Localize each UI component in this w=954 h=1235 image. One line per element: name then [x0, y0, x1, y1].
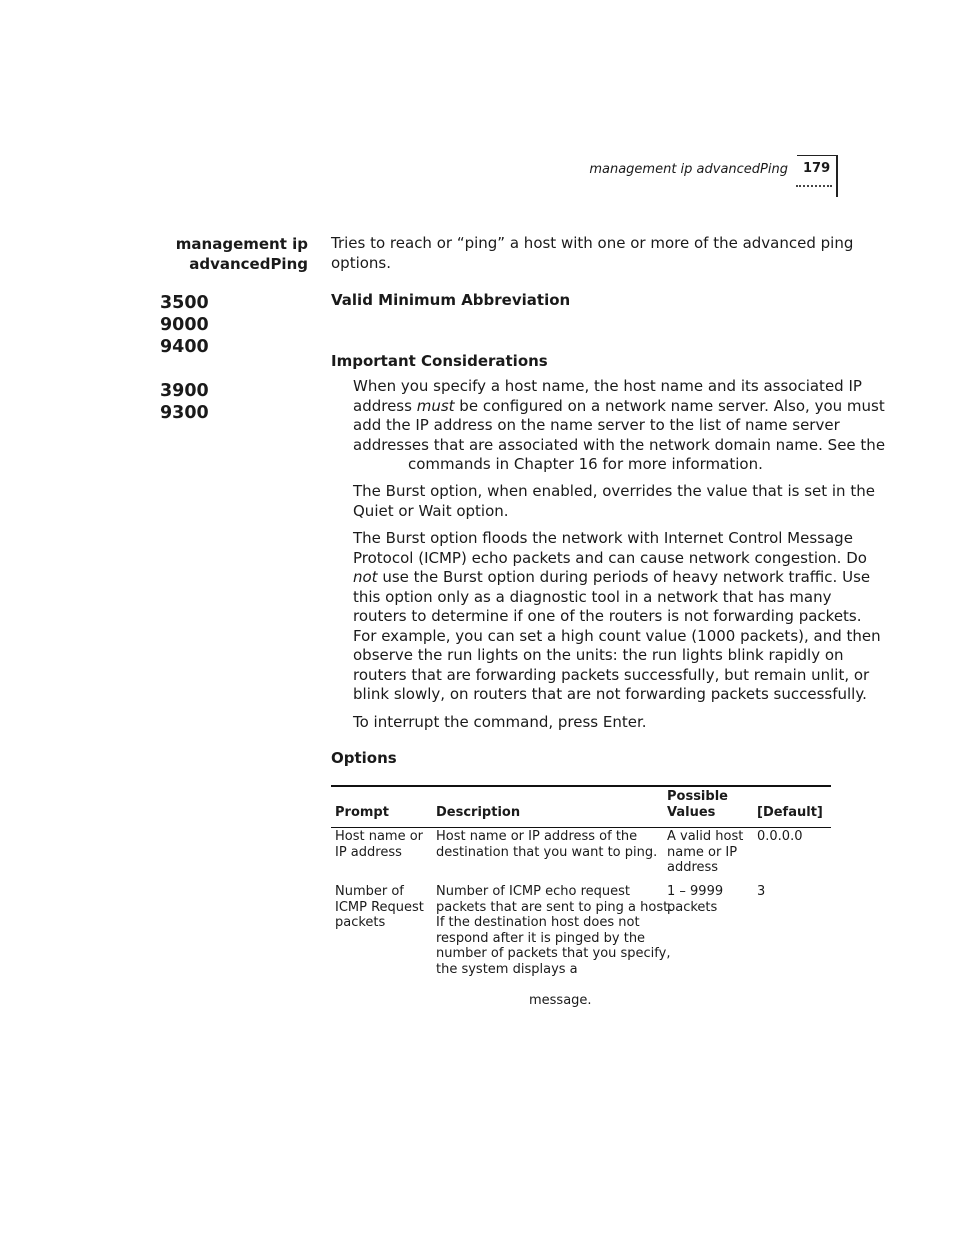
platform-label: 9400: [160, 337, 209, 357]
table-row-2-description: [436, 884, 672, 978]
text-run: use the Burst option during periods of heavy network traffic. Use: [377, 568, 871, 586]
heading-important-considerations: Important Considerations: [331, 352, 548, 370]
paragraph-line: [353, 568, 881, 588]
paragraph-line: addresses that are associated with the network domain name. See the: [353, 435, 886, 454]
header-line: Values: [667, 805, 716, 820]
table-row-1-values: [667, 829, 743, 876]
paragraph-line: observe the run lights on the units: the run lights blink rapidly on: [353, 646, 844, 664]
table-row-1-description: [436, 829, 657, 860]
paragraph-line: routers that are forwarding packets successfully, but remain unlit, or: [353, 665, 870, 684]
page-number-dotted-rule: [796, 185, 832, 187]
table-row-2-default: 3: [757, 884, 766, 899]
cell-line: A valid host: [667, 829, 744, 844]
running-header-title: management ip advancedPing: [589, 162, 788, 177]
description-line: options.: [331, 253, 392, 272]
paragraph-line: The Burst option floods the network with Internet Control Message: [353, 529, 853, 547]
table-row-2-values: [667, 884, 723, 915]
heading-options: Options: [331, 749, 397, 767]
cell-line: packets: [667, 899, 718, 915]
cell-line: the system displays a: [436, 961, 578, 977]
consideration-paragraph-4: To interrupt the command, press Enter.: [353, 713, 647, 731]
page-number: 179: [803, 161, 831, 176]
cell-line: ICMP Request: [335, 899, 424, 915]
description-line: Tries to reach or “ping” a host with one or more of the advanced ping: [331, 234, 854, 252]
paragraph-line: commands in Chapter 16 for more information.: [408, 455, 763, 473]
cell-line: address: [667, 860, 719, 876]
platform-label: 3500: [160, 293, 209, 313]
cell-line: IP address: [335, 844, 402, 860]
table-row-2-prompt: [335, 884, 424, 931]
table-top-rule: [331, 785, 831, 787]
cell-line: number of packets that you specify,: [436, 946, 671, 962]
emphasis-text: not: [353, 568, 378, 586]
platform-list-group1: [160, 292, 209, 358]
paragraph-line: When you specify a host name, the host name and its associated IP: [353, 377, 862, 395]
cell-line: Host name or: [335, 829, 424, 844]
paragraph-line: routers to determine if one of the routers is not forwarding packets.: [353, 607, 862, 625]
platform-label: 3900: [160, 381, 209, 401]
table-header-default: [Default]: [757, 805, 823, 820]
platform-label: 9300: [160, 403, 209, 423]
table-header-description: Description: [436, 805, 521, 820]
command-description: [331, 234, 853, 273]
consideration-paragraph-3: [353, 529, 881, 705]
paragraph-line: The Burst option, when enabled, overrides the value that is set in the: [353, 482, 875, 500]
cell-line: If the destination host does not: [436, 915, 640, 931]
paragraph-line: Quiet or Wait option.: [353, 501, 509, 520]
cell-line: name or IP: [667, 844, 738, 860]
text-run: address: [353, 396, 417, 415]
table-header-possible-values: [667, 789, 728, 821]
cell-line: destination that you want to ping.: [436, 844, 658, 860]
table-header-prompt: Prompt: [335, 805, 389, 820]
table-row-1-prompt: [335, 829, 423, 860]
paragraph-line: blink slowly, on routers that are not forwarding packets successfully.: [353, 685, 867, 703]
page-number-box-side: [836, 155, 838, 197]
cell-line: packets that are sent to ping a host.: [436, 899, 673, 915]
cell-line: packets: [335, 915, 386, 931]
platform-label: 9000: [160, 315, 209, 335]
command-title-line2: advancedPing: [189, 255, 308, 273]
page-number-box-top: [797, 155, 838, 156]
platform-list-group2: [160, 380, 209, 424]
heading-valid-minimum-abbreviation: Valid Minimum Abbreviation: [331, 291, 571, 309]
cell-line: 1 – 9999: [667, 884, 724, 899]
cell-line: Number of: [335, 884, 404, 899]
emphasis-text: must: [416, 396, 455, 415]
consideration-paragraph-1: [353, 377, 885, 475]
paragraph-line: this option only as a diagnostic tool in a network that has many: [353, 587, 832, 606]
header-line: Possible: [667, 789, 728, 804]
cell-line: Number of ICMP echo request: [436, 884, 631, 899]
command-title-line1: management ip: [175, 235, 308, 253]
table-trailing-text: message.: [529, 993, 592, 1008]
command-title: [130, 234, 308, 274]
table-header-rule: [331, 827, 831, 828]
table-row-1-default: 0.0.0.0: [757, 829, 803, 844]
text-run: be configured on a network name server. Also, you must: [454, 396, 885, 415]
paragraph-line: [353, 397, 885, 417]
cell-line: Host name or IP address of the: [436, 829, 638, 844]
paragraph-line: Protocol (ICMP) echo packets and can cause network congestion. Do: [353, 548, 867, 567]
paragraph-line: add the IP address on the name server to the list of name server: [353, 416, 840, 434]
cell-line: respond after it is pinged by the: [436, 930, 646, 946]
consideration-paragraph-2: [353, 482, 875, 521]
paragraph-line: For example, you can set a high count value (1000 packets), and then: [353, 626, 881, 645]
